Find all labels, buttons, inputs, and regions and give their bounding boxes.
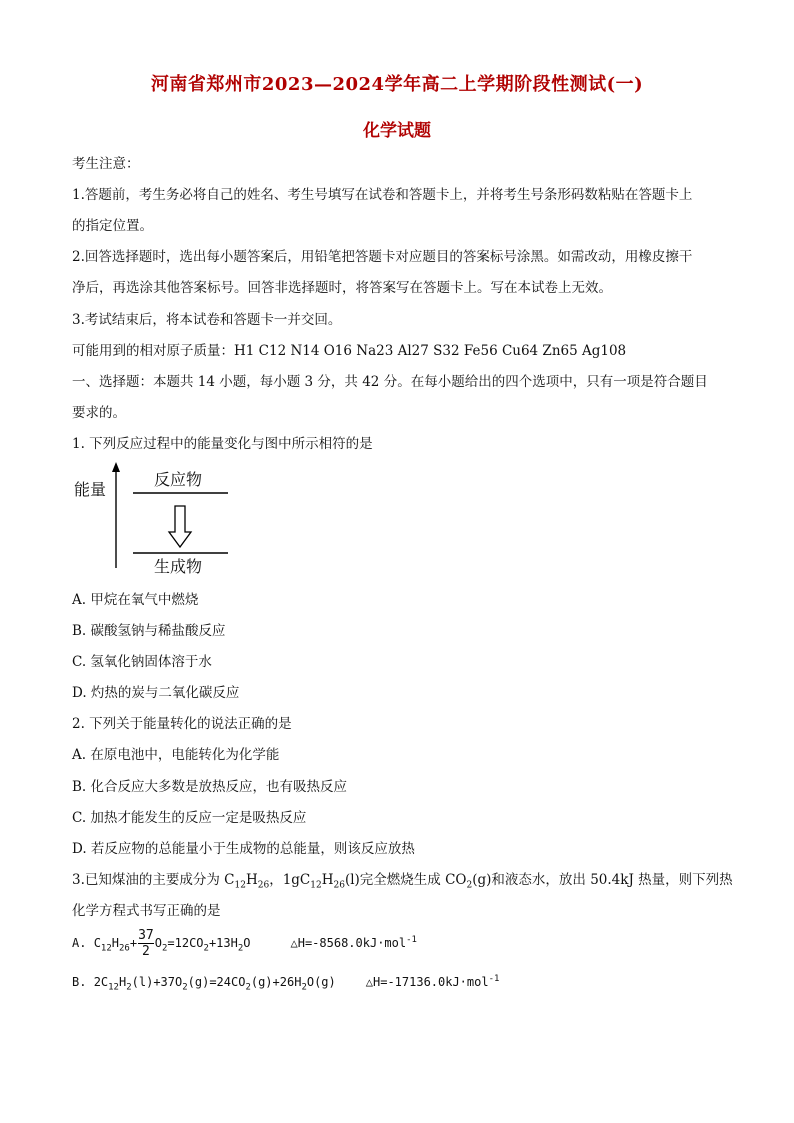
fraction-denominator: 2 xyxy=(141,944,150,959)
formula-sub: 2 xyxy=(245,982,251,993)
q3-stem-line2: 化学方程式书写正确的是 xyxy=(72,903,221,919)
energy-axis-arrowhead xyxy=(112,462,120,472)
q2-option-c: C. 加热才能发生的反应一定是吸热反应 xyxy=(72,810,307,826)
q3-option-b xyxy=(72,974,499,992)
enthalpy-value: △H=-17136.0kJ·mol xyxy=(365,975,489,989)
notice-heading: 考生注意： xyxy=(72,156,140,172)
formula-part: C xyxy=(93,936,101,950)
section1-intro-line2: 要求的。 xyxy=(72,405,126,421)
formula-sub: 12 xyxy=(108,982,119,993)
notice-item1-line2: 的指定位置。 xyxy=(72,218,153,234)
enthalpy-exponent: -1 xyxy=(406,935,417,945)
q2-option-b: B. 化合反应大多数是放热反应，也有吸热反应 xyxy=(72,779,348,795)
q3-stem-part: (g)和液态水，放出 50.4kJ 热量，则下列热 xyxy=(472,872,733,888)
formula-sub: 2 xyxy=(126,982,132,993)
fraction-numerator: 37 xyxy=(138,928,154,943)
exam-subtitle: 化学试题 xyxy=(363,121,431,141)
formula-part: + xyxy=(129,936,138,950)
formula-sub: 12 xyxy=(100,943,112,954)
q3-stem-line1 xyxy=(72,868,733,891)
atomic-mass-line: 可能用到的相对原子质量：H1 C12 N14 O16 Na23 Al27 S32 Fe56 Cu64 Zn65 Ag108 xyxy=(72,343,627,359)
notice-item2-line2: 净后，再选涂其他答案标号。回答非选择题时，将答案写在答题卡上。写在本试卷上无效。 xyxy=(72,280,612,296)
q3-option-b-prefix: B. xyxy=(72,975,87,989)
energy-axis-label: 能量 xyxy=(74,480,107,499)
q2-stem: 2. 下列关于能量转化的说法正确的是 xyxy=(72,716,292,732)
product-label: 生成物 xyxy=(154,557,203,576)
q3-stem-part: ，1gC xyxy=(269,872,311,888)
q1-option-d: D. 灼热的炭与二氧化碳反应 xyxy=(72,685,240,701)
q3-sub: 26 xyxy=(257,880,270,891)
formula-sub: 26 xyxy=(119,943,130,954)
formula-part: O xyxy=(154,936,162,950)
formula-sub: 2 xyxy=(203,943,209,954)
q2-option-d: D. 若反应物的总能量小于生成物的总能量，则该反应放热 xyxy=(72,841,415,857)
formula-part: (g)+26H xyxy=(250,975,302,989)
formula-part: (g)=24CO xyxy=(187,975,246,989)
q3-sub: 26 xyxy=(333,880,345,891)
down-arrow-icon xyxy=(169,506,191,547)
fraction xyxy=(138,928,154,959)
formula-part: H xyxy=(118,975,127,989)
formula-part: O xyxy=(243,936,251,950)
reactant-label: 反应物 xyxy=(154,470,203,489)
q3-stem-part: H xyxy=(245,872,258,888)
exam-title: 河南省郑州市2023—2024学年高二上学期阶段性测试(一) xyxy=(150,74,644,95)
enthalpy-value: △H=-8568.0kJ·mol xyxy=(290,936,407,950)
q3-option-a-prefix: A. xyxy=(72,936,87,950)
enthalpy-exponent: -1 xyxy=(488,974,500,984)
q1-option-c: C. 氢氧化钠固体溶于水 xyxy=(72,654,212,670)
q3-stem-part: (l)完全燃烧生成 CO xyxy=(344,872,467,888)
formula-sub: 2 xyxy=(237,943,244,954)
formula-sub: 2 xyxy=(182,982,188,993)
formula-part: (l)+37O xyxy=(131,975,183,989)
q3-stem-part: 3.已知煤油的主要成分为 C xyxy=(72,872,235,888)
formula-part: +13H xyxy=(208,936,238,950)
q2-option-a: A. 在原电池中，电能转化为化学能 xyxy=(72,747,280,763)
q3-sub: 2 xyxy=(466,880,473,891)
q3-stem-part: H xyxy=(321,872,334,888)
q1-stem: 1. 下列反应过程中的能量变化与图中所示相符的是 xyxy=(72,436,373,452)
formula-part: 2C xyxy=(93,975,109,989)
formula-sub: 2 xyxy=(161,943,168,954)
section1-intro-line1: 一、选择题：本题共 14 小题，每小题 3 分，共 42 分。在每小题给出的四个选项中，只有一项是符合题目 xyxy=(72,374,708,390)
notice-item2-line1: 2.回答选择题时，选出每小题答案后，用铅笔把答题卡对应题目的答案标号涂黑。如需改动，用橡皮擦干 xyxy=(72,249,693,265)
q3-sub: 12 xyxy=(234,880,246,891)
q3-option-a xyxy=(72,928,417,959)
q3-sub: 12 xyxy=(310,880,322,891)
formula-sub: 2 xyxy=(301,982,307,993)
formula-part: =12CO xyxy=(167,936,204,950)
energy-diagram xyxy=(70,460,240,580)
q1-option-b: B. 碳酸氢钠与稀盐酸反应 xyxy=(72,623,226,639)
formula-part: H xyxy=(111,936,119,950)
notice-item3: 3.考试结束后，将本试卷和答题卡一并交回。 xyxy=(72,312,342,328)
notice-item1-line1: 1.答题前，考生务必将自己的姓名、考生号填写在试卷和答题卡上，并将考生号条形码数粘贴在答题卡上 xyxy=(72,187,693,203)
formula-part: O(g) xyxy=(306,975,336,989)
q1-option-a: A. 甲烷在氧气中燃烧 xyxy=(72,592,199,608)
